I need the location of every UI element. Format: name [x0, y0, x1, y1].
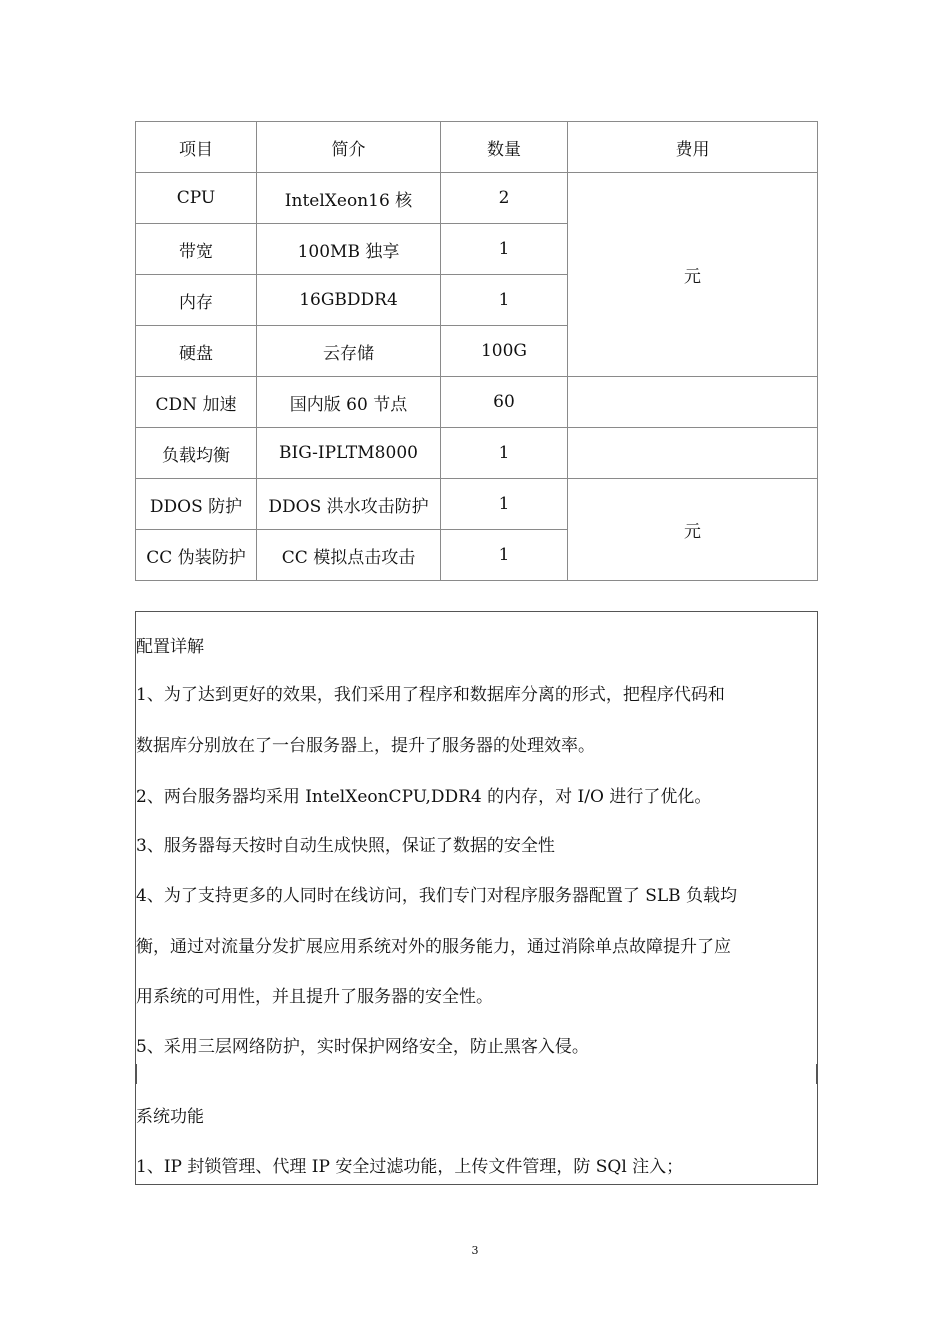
cell-item: 硬盘: [136, 326, 257, 377]
cell-qty: 1: [441, 224, 568, 275]
cell-qty: 60: [441, 377, 568, 428]
cell-desc: CC 模拟点击攻击: [257, 530, 441, 581]
cell-desc: IntelXeon16 核: [257, 173, 441, 224]
cell-qty: 1: [441, 479, 568, 530]
details-line: 衡，通过对流量分发扩展应用系统对外的服务能力，通过消除单点故障提升了应: [136, 937, 731, 957]
cell-desc: BIG-IPLTM8000: [257, 428, 441, 479]
header-item: 项目: [136, 122, 257, 173]
details-line: 5、采用三层网络防护，实时保护网络安全，防止黑客入侵。: [136, 1037, 589, 1057]
page-number: 3: [471, 1244, 479, 1257]
details-line: 4、为了支持更多的人同时在线访问，我们专门对程序服务器配置了 SLB 负载均: [136, 886, 738, 906]
cell-item: 内存: [136, 275, 257, 326]
cell-item: CPU: [136, 173, 257, 224]
cell-desc: 16GBDDR4: [257, 275, 441, 326]
cell-item: 负载均衡: [136, 428, 257, 479]
details-line: 用系统的可用性，并且提升了服务器的安全性。: [136, 987, 493, 1007]
functions-heading: 系统功能: [136, 1107, 204, 1127]
cell-fee: [568, 428, 818, 479]
details-line: 数据库分别放在了一台服务器上，提升了服务器的处理效率。: [136, 736, 595, 756]
cell-qty: 1: [441, 530, 568, 581]
cell-item: CDN 加速: [136, 377, 257, 428]
cell-desc: 100MB 独享: [257, 224, 441, 275]
details-line: 3、服务器每天按时自动生成快照，保证了数据的安全性: [136, 836, 555, 856]
cell-qty: 1: [441, 275, 568, 326]
cell-fee: 元: [568, 479, 818, 581]
cell-item: CC 伪装防护: [136, 530, 257, 581]
details-heading: 配置详解: [136, 637, 204, 657]
cell-desc: 云存储: [257, 326, 441, 377]
cell-desc: 国内版 60 节点: [257, 377, 441, 428]
cell-desc: DDOS 洪水攻击防护: [257, 479, 441, 530]
cell-qty: 100G: [441, 326, 568, 377]
details-line: 1、为了达到更好的效果，我们采用了程序和数据库分离的形式，把程序代码和: [136, 685, 725, 705]
table-row: [136, 377, 818, 428]
header-fee: 费用: [568, 122, 818, 173]
cell-fee: 元: [568, 173, 818, 377]
cell-item: 带宽: [136, 224, 257, 275]
functions-line: 1、IP 封锁管理、代理 IP 安全过滤功能，上传文件管理，防 SQl 注入；: [136, 1157, 684, 1177]
header-desc: 简介: [257, 122, 441, 173]
table-header-row: [136, 122, 818, 173]
box-edge-mark: [135, 1064, 137, 1084]
details-line: 2、两台服务器均采用 IntelXeonCPU,DDR4 的内存，对 I/O 进行了优化。: [136, 787, 712, 807]
table-row: [136, 428, 818, 479]
box-edge-mark: [816, 1064, 818, 1084]
table-row: [136, 173, 818, 224]
cell-qty: 2: [441, 173, 568, 224]
details-box: [135, 611, 818, 1185]
cell-qty: 1: [441, 428, 568, 479]
cell-fee: [568, 377, 818, 428]
table-row: [136, 479, 818, 530]
cell-item: DDOS 防护: [136, 479, 257, 530]
spec-table: [135, 121, 818, 581]
header-qty: 数量: [441, 122, 568, 173]
